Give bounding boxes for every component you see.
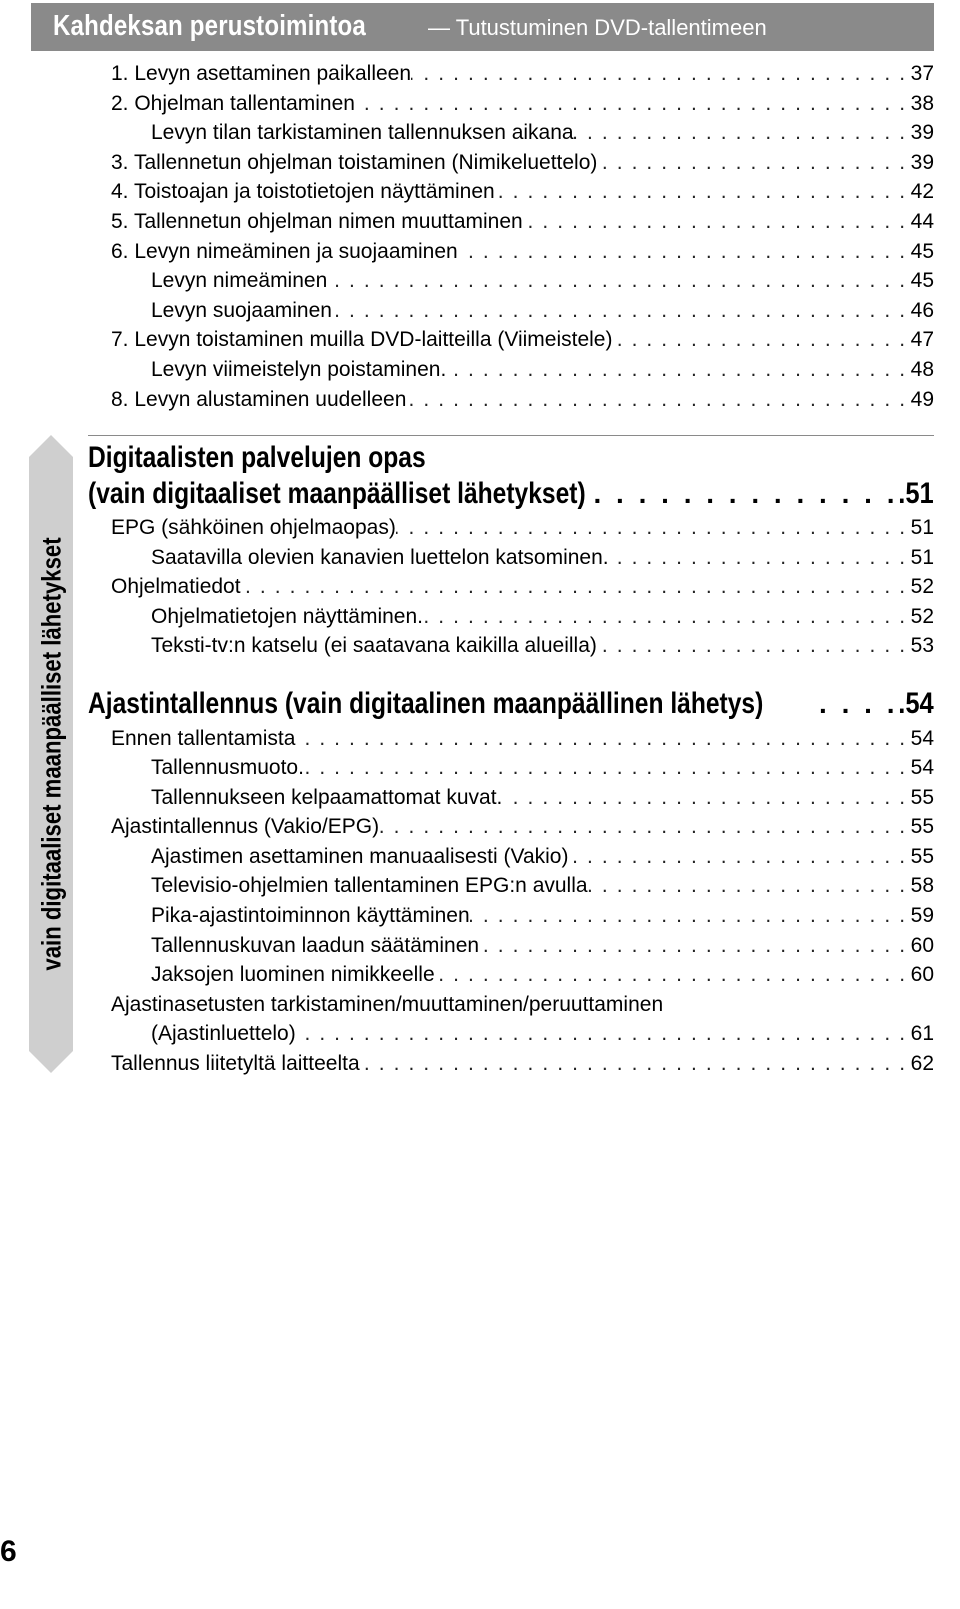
section-title: Digitaalisten palvelujen opas <box>88 441 426 474</box>
section-title-row[interactable] <box>88 686 934 722</box>
toc-entry[interactable]: Ajastintallennus (Vakio/EPG) . . . 55 <box>111 813 934 841</box>
toc-entry[interactable]: Ohjelmatiedot . . . 52 <box>111 573 934 601</box>
toc-subentry[interactable]: Tallennuskuvan laadun säätäminen . . . 60 <box>151 932 934 960</box>
toc-entry[interactable]: Ajastinasetusten tarkistaminen/muuttaminen/peruuttaminen <box>111 993 664 1016</box>
toc-subentry[interactable]: Pika-ajastintoiminnon käyttäminen . . . 59 <box>151 902 934 930</box>
toc-entry[interactable]: 5. Tallennetun ohjelman nimen muuttaminen . . . 44 <box>111 208 934 236</box>
page-number: 6 <box>0 1535 17 1568</box>
toc-entry[interactable]: 1. Levyn asettaminen paikalleen . . . 37 <box>111 60 934 88</box>
toc-subentry[interactable]: Jaksojen luominen nimikkeelle . . . 60 <box>151 961 934 989</box>
toc-entry[interactable]: 2. Ohjelman tallentaminen . . . 38 <box>111 90 934 118</box>
side-tab-label: vain digitaaliset maanpäälliset lähetykset <box>36 537 67 971</box>
section-page: .51 <box>898 477 934 510</box>
toc-subentry[interactable]: Levyn nimeäminen . . . 45 <box>151 267 934 295</box>
toc-subentry[interactable]: Ajastimen asettaminen manuaalisesti (Vakio) . . . 55 <box>151 843 934 871</box>
toc-subentry[interactable]: Ohjelmatietojen näyttäminen. . . . 52 <box>151 603 934 631</box>
section-header-subtitle: — Tutustuminen DVD-tallentimeen <box>428 15 767 40</box>
toc-subentry[interactable]: Levyn tilan tarkistaminen tallennuksen aikana . . . 39 <box>151 119 934 147</box>
toc-entry[interactable]: Ennen tallentamista . . . 54 <box>111 725 934 753</box>
toc-entry[interactable]: 3. Tallennetun ohjelman toistaminen (Nimikeluettelo) . . . 39 <box>111 149 934 177</box>
toc-entry[interactable]: 4. Toistoajan ja toistotietojen näyttäminen . . . 42 <box>111 178 934 206</box>
section-header-bar <box>31 3 934 51</box>
section-title: (vain digitaaliset maanpäälliset lähetykset) <box>88 477 586 510</box>
toc-subentry[interactable]: Tallennukseen kelpaamattomat kuvat. . . . 55 <box>151 784 934 812</box>
toc-entry[interactable]: Tallennus liitetyltä laitteelta . . . 62 <box>111 1050 934 1078</box>
section-title: Ajastintallennus (vain digitaalinen maanpäällinen lähetys) <box>88 687 764 720</box>
toc-entry[interactable]: 8. Levyn alustaminen uudelleen . . . 49 <box>111 386 934 414</box>
toc-subentry[interactable]: (Ajastinluettelo) . . . 61 <box>151 1020 934 1048</box>
section-header-title: Kahdeksan perustoimintoa <box>53 10 366 42</box>
toc-entry[interactable]: 6. Levyn nimeäminen ja suojaaminen . . . 45 <box>111 238 934 266</box>
toc-subentry[interactable]: Levyn suojaaminen . . . 46 <box>151 297 934 325</box>
toc-subentry[interactable]: Televisio-ohjelmien tallentaminen EPG:n avulla . . . 58 <box>151 872 934 900</box>
toc-subentry[interactable]: Tallennusmuoto. . . . 54 <box>151 754 934 782</box>
toc-entry[interactable]: EPG (sähköinen ohjelmaopas) . . . 51 <box>111 514 934 542</box>
section-title-row[interactable] <box>88 476 934 512</box>
toc-subentry[interactable]: Teksti-tv:n katselu (ei saatavana kaikilla alueilla) . . . 53 <box>151 632 934 660</box>
toc-subentry[interactable]: Saatavilla olevien kanavien luettelon katsominen. . . . 51 <box>151 544 934 572</box>
toc-subentry[interactable]: Levyn viimeistelyn poistaminen. . . . 48 <box>151 356 934 384</box>
section-divider <box>88 435 934 436</box>
section-page: .54 <box>898 687 934 720</box>
section-leader: . . . . <box>819 688 898 719</box>
toc-entry[interactable]: 7. Levyn toistaminen muilla DVD-laitteilla (Viimeistele) . . . 47 <box>111 326 934 354</box>
section-leader: . . . . . . . . . . . . . . <box>593 478 898 509</box>
